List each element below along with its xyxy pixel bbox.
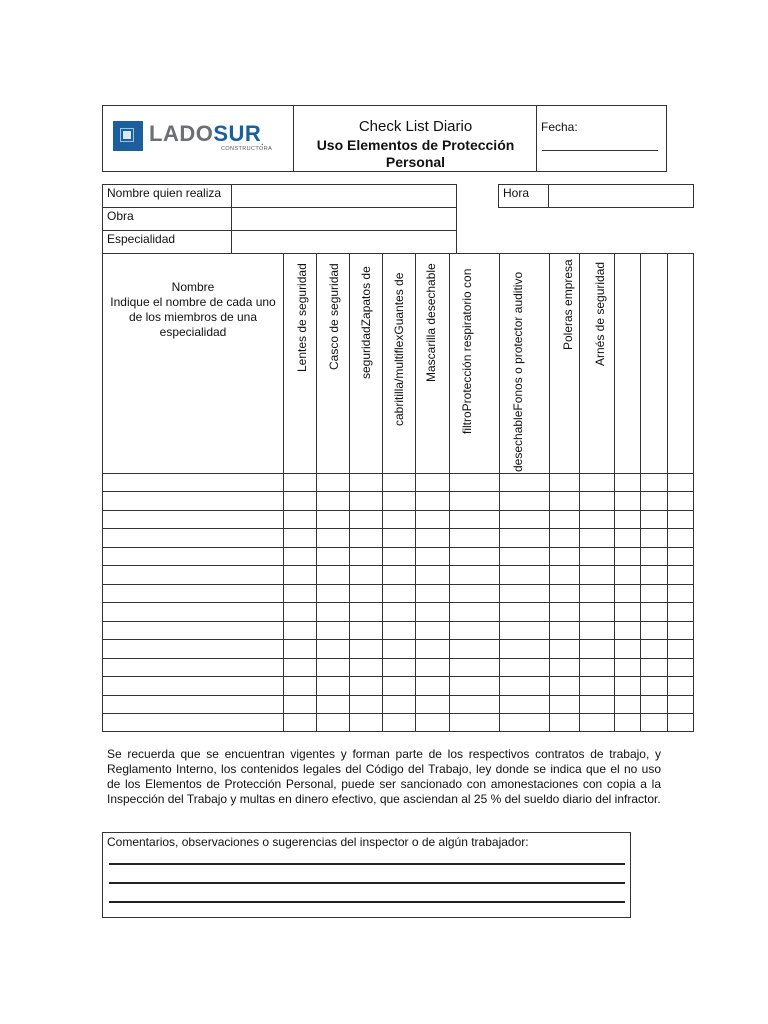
company-logo-text: LADOSUR. <box>149 121 265 147</box>
table-row <box>103 565 693 566</box>
table-row <box>103 713 693 714</box>
col-header-zapatos: seguridadZapatos de <box>359 266 373 379</box>
especialidad-label: Especialidad <box>102 230 232 254</box>
document-header <box>102 105 667 172</box>
ladosur-logo-icon <box>113 121 143 151</box>
company-logo-subtitle: CONSTRUCTORA <box>221 146 273 152</box>
col-header-poleras: Poleras empresa <box>561 259 575 350</box>
table-row <box>103 602 693 603</box>
epp-checklist-table <box>102 253 694 732</box>
nombre-realiza-label: Nombre quien realiza <box>102 184 232 208</box>
table-row <box>103 621 693 622</box>
document-title: Check List Diario <box>358 118 473 135</box>
especialidad-field[interactable] <box>231 230 457 254</box>
hora-label: Hora <box>498 184 549 208</box>
date-field[interactable] <box>542 150 658 151</box>
table-row <box>103 547 693 548</box>
table-row <box>103 510 693 511</box>
comment-line[interactable] <box>109 863 625 865</box>
comments-label: Comentarios, observaciones o sugerencias del inspector o de algún trabajador: <box>107 835 529 849</box>
date-label: Fecha: <box>541 120 578 134</box>
table-row <box>103 639 693 640</box>
col-header-mascarilla: Mascarilla desechable <box>424 263 438 382</box>
obra-label: Obra <box>102 207 232 231</box>
date-cell <box>537 106 666 171</box>
comments-box[interactable] <box>102 832 631 918</box>
col-header-arnes: Arnés de seguridad <box>593 261 607 366</box>
comment-line[interactable] <box>109 882 625 884</box>
table-row <box>103 695 693 696</box>
col-header-fonos: desechableFonos o protector auditivo <box>511 271 525 472</box>
table-row <box>103 658 693 659</box>
nombre-column-header: Nombre Indique el nombre de cada uno de los miembros de una especialidad <box>110 280 276 339</box>
hora-field[interactable] <box>548 184 694 208</box>
obra-field[interactable] <box>231 207 457 231</box>
col-header-guantes: cabritilla/multiflexGuantes de <box>392 272 406 426</box>
nombre-realiza-field[interactable] <box>231 184 457 208</box>
title-cell <box>294 106 537 171</box>
table-row <box>103 584 693 585</box>
comment-line[interactable] <box>109 901 625 903</box>
document-subtitle: Uso Elementos de Protección Personal <box>316 137 515 170</box>
table-row <box>103 676 693 677</box>
col-header-casco: Casco de seguridad <box>327 263 341 370</box>
legal-notice-paragraph: Se recuerda que se encuentran vigentes y forman parte de los respectivos contratos de trabajo, y Reglamento Interno, los contenidos legales del Código del Trabajo, ley donde se indica que el no uso de los Elementos de Protección Personal, puede ser sancionado con amonestaciones con copia a la Inspección del Trabajo y multas en dinero efectivo, que asciendan al 25 % del sueldo diario del infractor. <box>107 747 661 806</box>
col-header-lentes: Lentes de seguridad <box>295 263 309 372</box>
logo-cell <box>103 106 294 171</box>
col-header-respiratorio: filtroProtección respiratorio con <box>460 268 474 434</box>
table-row <box>103 528 693 529</box>
table-row <box>103 491 693 492</box>
